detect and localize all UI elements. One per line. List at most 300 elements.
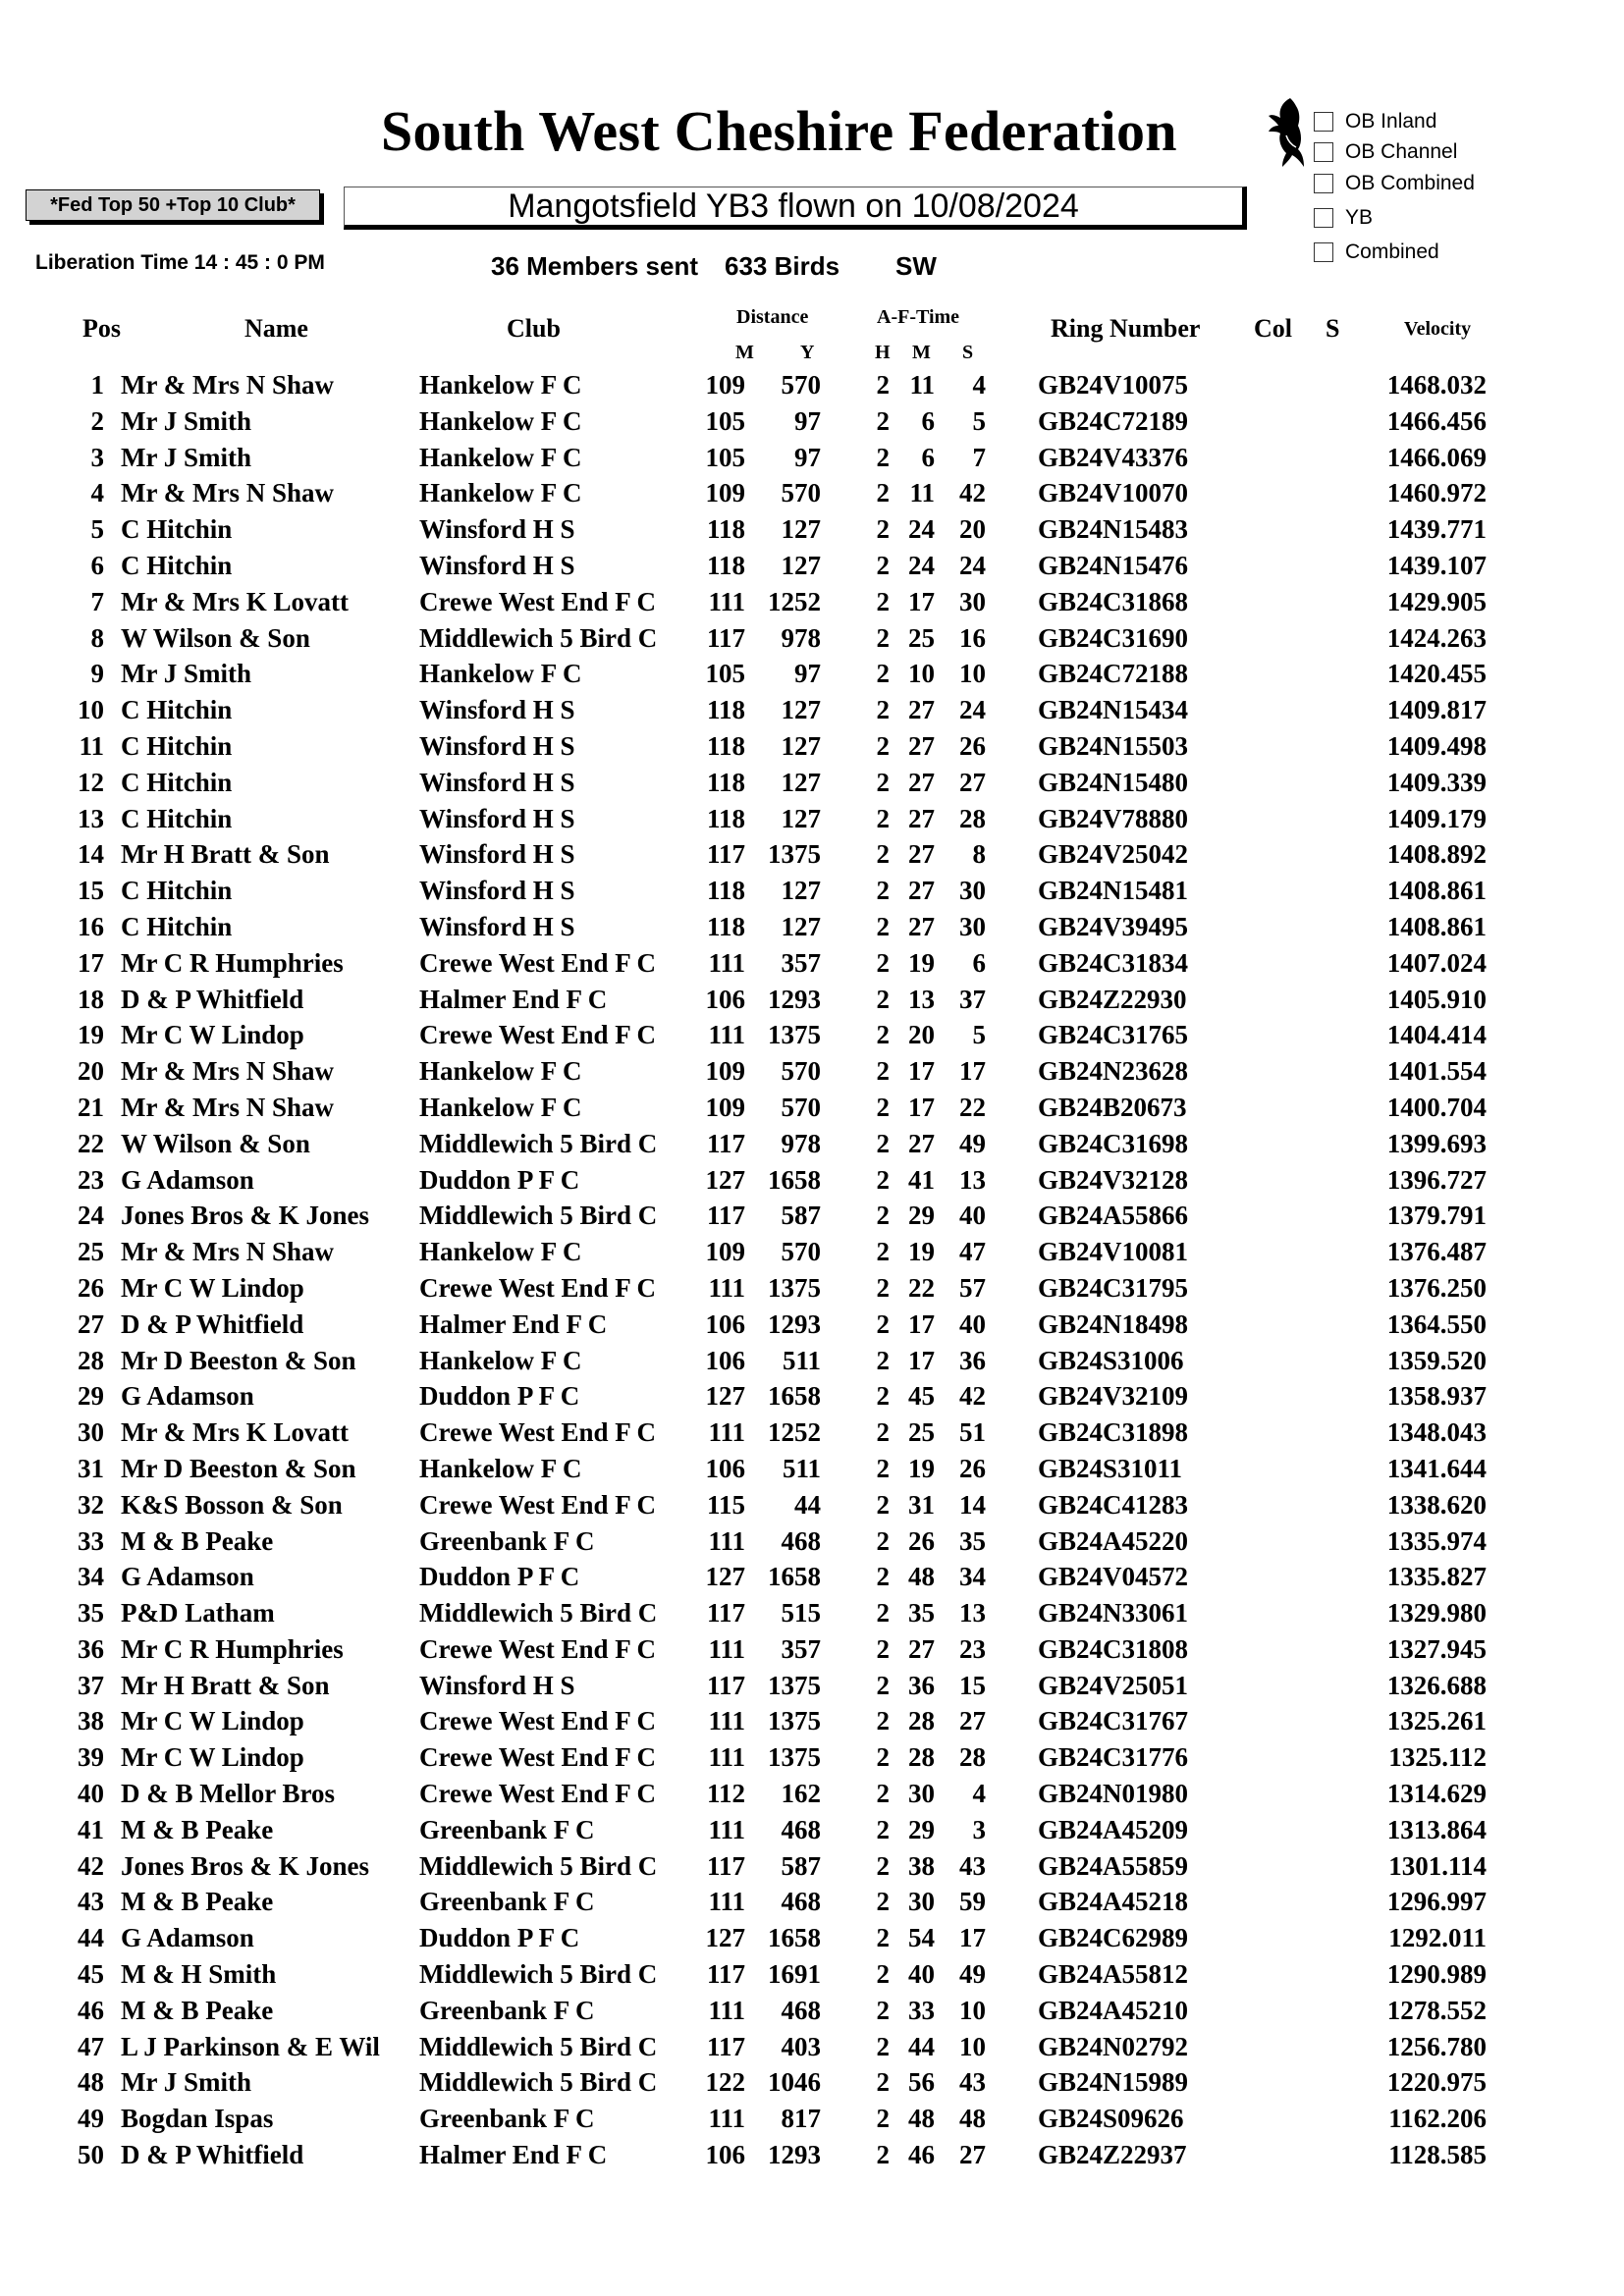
table-row — [0, 1993, 1624, 2029]
row-club: Hankelow F C — [419, 1453, 582, 1483]
row-name: W Wilson & Son — [121, 622, 310, 653]
row-hours: 2 — [876, 2031, 890, 2061]
row-name: Mr C W Lindop — [121, 1742, 304, 1773]
row-ring-number: GB24V10070 — [1038, 478, 1189, 508]
row-name: Mr J Smith — [121, 659, 251, 689]
row-velocity: 1292.011 — [1388, 1923, 1487, 1953]
row-ring-number: GB24S31006 — [1038, 1345, 1184, 1375]
option-ob-channel[interactable] — [1314, 138, 1457, 166]
row-ring-number: GB24V78880 — [1038, 803, 1189, 833]
row-minutes: 27 — [908, 839, 935, 870]
row-pos: 50 — [78, 2140, 104, 2170]
row-minutes: 19 — [908, 947, 935, 978]
row-seconds: 30 — [959, 586, 986, 616]
liberation-time: Liberation Time 14 : 45 : 0 PM — [35, 251, 325, 274]
row-pos: 37 — [78, 1670, 104, 1700]
row-ring-number: GB24A45210 — [1038, 1995, 1189, 2025]
row-yards: 1375 — [768, 1670, 821, 1700]
row-hours: 2 — [876, 1453, 890, 1483]
row-velocity: 1399.693 — [1386, 1128, 1487, 1158]
row-velocity: 1296.997 — [1386, 1887, 1487, 1917]
row-yards: 978 — [781, 1128, 821, 1158]
row-name: Mr & Mrs K Lovatt — [121, 586, 349, 616]
table-row — [0, 367, 1624, 403]
row-miles: 111 — [708, 1814, 745, 1844]
row-hours: 2 — [876, 803, 890, 833]
header-distance-miles: M — [735, 342, 754, 363]
row-velocity: 1439.771 — [1386, 514, 1487, 545]
table-row — [0, 1668, 1624, 1704]
row-pos: 25 — [78, 1237, 104, 1267]
row-velocity: 1409.339 — [1386, 767, 1487, 797]
row-hours: 2 — [876, 2067, 890, 2098]
combined-checkbox[interactable] — [1314, 242, 1333, 262]
row-hours: 2 — [876, 1237, 890, 1267]
row-ring-number: GB24N15989 — [1038, 2067, 1189, 2098]
row-miles: 117 — [706, 839, 745, 870]
row-yards: 570 — [781, 1092, 821, 1122]
header-aft-hours: H — [875, 342, 891, 363]
row-seconds: 30 — [959, 876, 986, 906]
row-club: Hankelow F C — [419, 405, 582, 436]
row-yards: 468 — [781, 1887, 821, 1917]
row-hours: 2 — [876, 1923, 890, 1953]
row-club: Middlewich 5 Bird C — [419, 1598, 658, 1629]
row-ring-number: GB24Z22937 — [1038, 2140, 1187, 2170]
row-hours: 2 — [876, 1525, 890, 1556]
row-pos: 48 — [78, 2067, 104, 2098]
row-club: Winsford H S — [419, 550, 575, 580]
row-yards: 587 — [781, 1850, 821, 1881]
table-row — [0, 511, 1624, 548]
fed-top-badge: *Fed Top 50 +Top 10 Club* — [26, 189, 320, 221]
row-seconds: 16 — [959, 622, 986, 653]
row-club: Hankelow F C — [419, 370, 582, 400]
row-hours: 2 — [876, 1995, 890, 2025]
table-row — [0, 620, 1624, 657]
row-ring-number: GB24V32109 — [1038, 1381, 1189, 1412]
row-hours: 2 — [876, 1308, 890, 1339]
ob-inland-checkbox[interactable] — [1314, 112, 1333, 132]
row-yards: 97 — [794, 405, 821, 436]
row-name: C Hitchin — [121, 695, 233, 725]
row-name: Mr H Bratt & Son — [121, 1670, 330, 1700]
row-seconds: 59 — [959, 1887, 986, 1917]
row-minutes: 48 — [908, 1562, 935, 1592]
row-ring-number: GB24N15483 — [1038, 514, 1189, 545]
row-yards: 162 — [781, 1779, 821, 1809]
option-ob-inland[interactable] — [1314, 108, 1436, 135]
row-club: Winsford H S — [419, 514, 575, 545]
row-miles: 109 — [705, 1092, 745, 1122]
row-ring-number: GB24S31011 — [1038, 1453, 1183, 1483]
row-hours: 2 — [876, 478, 890, 508]
table-row — [0, 2137, 1624, 2173]
row-hours: 2 — [876, 1670, 890, 1700]
row-club: Crewe West End F C — [419, 1742, 656, 1773]
row-hours: 2 — [876, 1020, 890, 1050]
row-minutes: 27 — [908, 876, 935, 906]
row-hours: 2 — [876, 1633, 890, 1664]
row-yards: 127 — [781, 803, 821, 833]
row-name: Jones Bros & K Jones — [121, 1850, 370, 1881]
table-row — [0, 1631, 1624, 1668]
row-seconds: 4 — [972, 1779, 986, 1809]
row-seconds: 14 — [959, 1489, 986, 1520]
row-name: D & P Whitfield — [121, 984, 304, 1014]
row-name: Mr D Beeston & Son — [121, 1345, 356, 1375]
row-hours: 2 — [876, 730, 890, 761]
row-yards: 1375 — [768, 1020, 821, 1050]
row-miles: 118 — [706, 803, 745, 833]
row-pos: 15 — [78, 876, 104, 906]
row-seconds: 40 — [959, 1308, 986, 1339]
row-name: Mr C W Lindop — [121, 1706, 304, 1736]
row-hours: 2 — [876, 1128, 890, 1158]
row-minutes: 22 — [908, 1272, 935, 1303]
row-hours: 2 — [876, 1814, 890, 1844]
row-seconds: 28 — [959, 803, 986, 833]
row-hours: 2 — [876, 1345, 890, 1375]
table-row — [0, 692, 1624, 728]
row-pos: 39 — [78, 1742, 104, 1773]
row-yards: 127 — [781, 514, 821, 545]
row-pos: 1 — [90, 370, 104, 400]
row-pos: 31 — [78, 1453, 104, 1483]
row-miles: 105 — [705, 659, 745, 689]
option-label: YB — [1345, 206, 1374, 229]
row-club: Halmer End F C — [419, 2140, 608, 2170]
row-velocity: 1335.827 — [1386, 1562, 1487, 1592]
row-ring-number: GB24A45218 — [1038, 1887, 1189, 1917]
row-velocity: 1401.554 — [1386, 1056, 1487, 1087]
row-name: G Adamson — [121, 1923, 254, 1953]
row-pos: 42 — [78, 1850, 104, 1881]
row-yards: 1293 — [768, 984, 821, 1014]
table-row — [0, 1523, 1624, 1560]
row-pos: 38 — [78, 1706, 104, 1736]
row-club: Duddon P F C — [419, 1562, 580, 1592]
row-seconds: 36 — [959, 1345, 986, 1375]
table-row — [0, 1848, 1624, 1885]
row-yards: 1252 — [768, 1417, 821, 1448]
row-miles: 106 — [705, 1308, 745, 1339]
row-yards: 1375 — [768, 1706, 821, 1736]
row-velocity: 1439.107 — [1386, 550, 1487, 580]
row-miles: 109 — [705, 370, 745, 400]
table-row — [0, 1559, 1624, 1595]
row-velocity: 1396.727 — [1386, 1164, 1487, 1195]
row-club: Hankelow F C — [419, 1056, 582, 1087]
row-velocity: 1376.250 — [1386, 1272, 1487, 1303]
row-ring-number: GB24S09626 — [1038, 2104, 1184, 2134]
row-miles: 111 — [708, 1887, 745, 1917]
row-ring-number: GB24V43376 — [1038, 442, 1189, 472]
row-velocity: 1404.414 — [1386, 1020, 1487, 1050]
row-seconds: 20 — [959, 514, 986, 545]
row-velocity: 1313.864 — [1386, 1814, 1487, 1844]
row-yards: 1293 — [768, 1308, 821, 1339]
header-distance: Distance — [736, 306, 809, 328]
row-hours: 2 — [876, 586, 890, 616]
row-hours: 2 — [876, 1562, 890, 1592]
row-ring-number: GB24N23628 — [1038, 1056, 1189, 1087]
race-title: Mangotsfield YB3 flown on 10/08/2024 — [344, 187, 1247, 230]
row-ring-number: GB24A45220 — [1038, 1525, 1189, 1556]
table-row — [0, 2101, 1624, 2137]
option-label: OB Inland — [1345, 110, 1437, 133]
row-hours: 2 — [876, 550, 890, 580]
row-yards: 570 — [781, 478, 821, 508]
row-miles: 117 — [706, 622, 745, 653]
row-pos: 10 — [78, 695, 104, 725]
row-ring-number: GB24C31834 — [1038, 947, 1189, 978]
table-row — [0, 475, 1624, 511]
row-hours: 2 — [876, 442, 890, 472]
row-club: Duddon P F C — [419, 1381, 580, 1412]
row-club: Halmer End F C — [419, 984, 608, 1014]
row-hours: 2 — [876, 767, 890, 797]
row-minutes: 26 — [908, 1525, 935, 1556]
row-yards: 127 — [781, 695, 821, 725]
table-row — [0, 836, 1624, 873]
row-hours: 2 — [876, 1381, 890, 1412]
row-yards: 468 — [781, 1525, 821, 1556]
row-miles: 105 — [705, 442, 745, 472]
row-hours: 2 — [876, 1417, 890, 1448]
row-yards: 817 — [781, 2104, 821, 2134]
header-name: Name — [244, 314, 308, 343]
row-yards: 511 — [782, 1345, 821, 1375]
row-seconds: 3 — [972, 1814, 986, 1844]
row-name: M & B Peake — [121, 1995, 274, 2025]
row-hours: 2 — [876, 659, 890, 689]
row-pos: 41 — [78, 1814, 104, 1844]
row-club: Middlewich 5 Bird C — [419, 2067, 658, 2098]
row-minutes: 24 — [908, 550, 935, 580]
table-row — [0, 1703, 1624, 1739]
row-pos: 3 — [90, 442, 104, 472]
header-ring-number: Ring Number — [1051, 314, 1201, 343]
row-name: L J Parkinson & E Wil — [121, 2031, 380, 2061]
row-yards: 570 — [781, 1237, 821, 1267]
row-yards: 1658 — [768, 1562, 821, 1592]
row-minutes: 6 — [921, 442, 935, 472]
row-club: Greenbank F C — [419, 1995, 595, 2025]
row-minutes: 30 — [908, 1887, 935, 1917]
row-club: Middlewich 5 Bird C — [419, 2031, 658, 2061]
row-minutes: 27 — [908, 1128, 935, 1158]
row-ring-number: GB24C72188 — [1038, 659, 1189, 689]
row-miles: 111 — [708, 1633, 745, 1664]
row-club: Crewe West End F C — [419, 1272, 656, 1303]
row-miles: 118 — [706, 550, 745, 580]
row-yards: 1658 — [768, 1164, 821, 1195]
row-seconds: 10 — [959, 659, 986, 689]
row-seconds: 40 — [959, 1201, 986, 1231]
row-seconds: 13 — [959, 1164, 986, 1195]
table-row — [0, 982, 1624, 1018]
row-velocity: 1408.861 — [1386, 876, 1487, 906]
row-club: Middlewich 5 Bird C — [419, 1201, 658, 1231]
row-miles: 117 — [706, 1670, 745, 1700]
row-miles: 106 — [705, 984, 745, 1014]
row-velocity: 1256.780 — [1386, 2031, 1487, 2061]
row-club: Middlewich 5 Bird C — [419, 622, 658, 653]
row-yards: 1658 — [768, 1923, 821, 1953]
row-pos: 33 — [78, 1525, 104, 1556]
option-combined[interactable] — [1314, 239, 1439, 266]
row-velocity: 1379.791 — [1386, 1201, 1487, 1231]
row-minutes: 6 — [921, 405, 935, 436]
row-name: M & B Peake — [121, 1814, 274, 1844]
option-yb[interactable] — [1314, 204, 1373, 232]
row-name: Mr C W Lindop — [121, 1020, 304, 1050]
row-yards: 1293 — [768, 2140, 821, 2170]
row-minutes: 10 — [908, 659, 935, 689]
row-minutes: 30 — [908, 1779, 935, 1809]
row-pos: 6 — [90, 550, 104, 580]
row-ring-number: GB24C31795 — [1038, 1272, 1189, 1303]
header-aft: A-F-Time — [877, 306, 960, 328]
yb-checkbox[interactable] — [1314, 208, 1333, 228]
row-minutes: 29 — [908, 1201, 935, 1231]
row-pos: 47 — [78, 2031, 104, 2061]
table-row — [0, 909, 1624, 945]
table-row — [0, 584, 1624, 620]
row-seconds: 23 — [959, 1633, 986, 1664]
row-yards: 511 — [782, 1453, 821, 1483]
table-row — [0, 1162, 1624, 1199]
row-seconds: 22 — [959, 1092, 986, 1122]
row-hours: 2 — [876, 1598, 890, 1629]
row-ring-number: GB24A55866 — [1038, 1201, 1189, 1231]
row-yards: 1658 — [768, 1381, 821, 1412]
row-ring-number: GB24C72189 — [1038, 405, 1189, 436]
row-miles: 117 — [706, 1850, 745, 1881]
row-velocity: 1424.263 — [1386, 622, 1487, 653]
row-yards: 127 — [781, 730, 821, 761]
row-velocity: 1420.455 — [1386, 659, 1487, 689]
row-name: Bogdan Ispas — [121, 2104, 274, 2134]
row-name: Mr J Smith — [121, 405, 251, 436]
row-velocity: 1358.937 — [1386, 1381, 1487, 1412]
row-club: Winsford H S — [419, 730, 575, 761]
row-hours: 2 — [876, 911, 890, 941]
row-minutes: 36 — [908, 1670, 935, 1700]
row-yards: 587 — [781, 1201, 821, 1231]
row-ring-number: GB24C31698 — [1038, 1128, 1189, 1158]
row-club: Crewe West End F C — [419, 1706, 656, 1736]
row-pos: 11 — [79, 730, 104, 761]
option-ob-combined[interactable] — [1314, 170, 1475, 197]
row-minutes: 17 — [908, 1345, 935, 1375]
row-miles: 109 — [705, 478, 745, 508]
table-row — [0, 1415, 1624, 1451]
row-pos: 40 — [78, 1779, 104, 1809]
table-row — [0, 1126, 1624, 1162]
row-hours: 2 — [876, 622, 890, 653]
row-ring-number: GB24C41283 — [1038, 1489, 1189, 1520]
row-name: Mr J Smith — [121, 2067, 251, 2098]
row-pos: 8 — [90, 622, 104, 653]
row-name: D & P Whitfield — [121, 1308, 304, 1339]
row-minutes: 17 — [908, 586, 935, 616]
row-club: Hankelow F C — [419, 442, 582, 472]
row-club: Winsford H S — [419, 876, 575, 906]
row-yards: 97 — [794, 442, 821, 472]
page-title: South West Cheshire Federation — [381, 99, 1177, 163]
row-ring-number: GB24C31776 — [1038, 1742, 1189, 1773]
row-hours: 2 — [876, 876, 890, 906]
row-yards: 357 — [781, 1633, 821, 1664]
row-club: Winsford H S — [419, 695, 575, 725]
row-seconds: 42 — [959, 478, 986, 508]
row-seconds: 30 — [959, 911, 986, 941]
row-ring-number: GB24V10081 — [1038, 1237, 1189, 1267]
row-minutes: 38 — [908, 1850, 935, 1881]
row-yards: 44 — [794, 1489, 821, 1520]
table-row — [0, 1920, 1624, 1956]
row-hours: 2 — [876, 1706, 890, 1736]
row-name: Mr C R Humphries — [121, 1633, 344, 1664]
row-club: Crewe West End F C — [419, 1489, 656, 1520]
table-row — [0, 548, 1624, 584]
row-velocity: 1290.989 — [1386, 1959, 1487, 1990]
row-seconds: 27 — [959, 2140, 986, 2170]
row-velocity: 1162.206 — [1388, 2104, 1487, 2134]
row-name: G Adamson — [121, 1562, 254, 1592]
row-name: P&D Latham — [121, 1598, 275, 1629]
row-seconds: 17 — [959, 1056, 986, 1087]
row-club: Winsford H S — [419, 839, 575, 870]
row-minutes: 35 — [908, 1598, 935, 1629]
row-pos: 49 — [78, 2104, 104, 2134]
row-name: Mr C W Lindop — [121, 1272, 304, 1303]
row-velocity: 1278.552 — [1386, 1995, 1487, 2025]
row-pos: 45 — [78, 1959, 104, 1990]
row-velocity: 1220.975 — [1386, 2067, 1487, 2098]
row-miles: 111 — [708, 1742, 745, 1773]
row-ring-number: GB24C31767 — [1038, 1706, 1189, 1736]
ob-channel-checkbox[interactable] — [1314, 142, 1333, 162]
row-seconds: 43 — [959, 2067, 986, 2098]
row-velocity: 1460.972 — [1386, 478, 1487, 508]
row-miles: 112 — [706, 1779, 745, 1809]
row-seconds: 27 — [959, 767, 986, 797]
row-hours: 2 — [876, 405, 890, 436]
row-pos: 46 — [78, 1995, 104, 2025]
row-minutes: 25 — [908, 622, 935, 653]
row-minutes: 19 — [908, 1237, 935, 1267]
row-ring-number: GB24V10075 — [1038, 370, 1189, 400]
row-hours: 2 — [876, 514, 890, 545]
row-minutes: 24 — [908, 514, 935, 545]
row-yards: 357 — [781, 947, 821, 978]
row-pos: 17 — [78, 947, 104, 978]
row-seconds: 13 — [959, 1598, 986, 1629]
row-seconds: 24 — [959, 550, 986, 580]
ob-combined-checkbox[interactable] — [1314, 174, 1333, 193]
row-yards: 127 — [781, 550, 821, 580]
table-row — [0, 945, 1624, 982]
row-miles: 111 — [708, 1020, 745, 1050]
row-ring-number: GB24V39495 — [1038, 911, 1189, 941]
row-yards: 570 — [781, 1056, 821, 1087]
row-club: Crewe West End F C — [419, 1633, 656, 1664]
row-yards: 127 — [781, 767, 821, 797]
row-ring-number: GB24C31690 — [1038, 622, 1189, 653]
